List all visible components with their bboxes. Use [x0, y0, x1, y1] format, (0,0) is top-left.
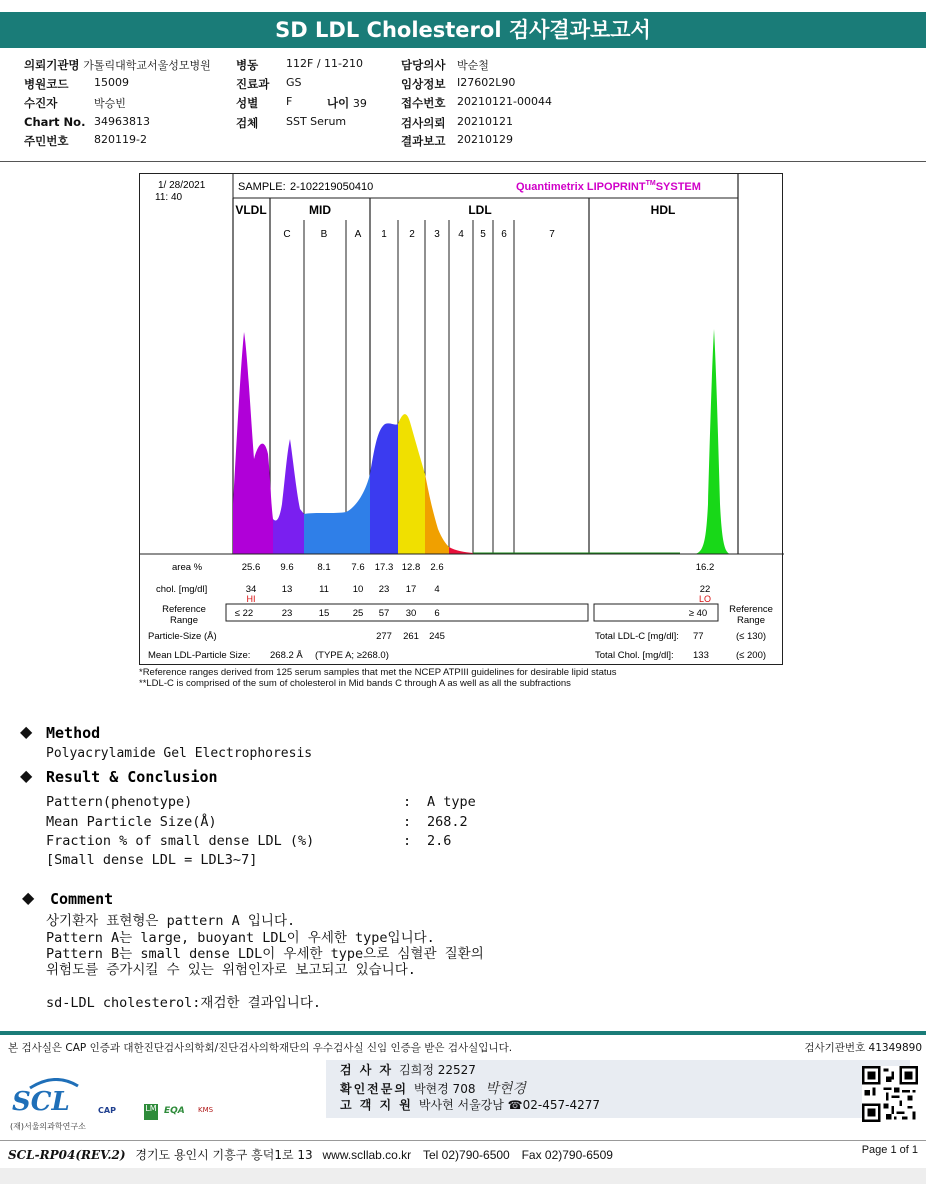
ldl2-peak	[398, 414, 425, 554]
kms-logo-icon: KMS	[198, 1106, 214, 1114]
group-label-vldl: VLDL	[235, 203, 267, 217]
ref-label-2: Range	[170, 615, 198, 626]
chol-value: 17	[405, 584, 417, 595]
total-chol-range: (≤ 200)	[736, 650, 767, 661]
page-number: Page 1 of 1	[861, 1144, 918, 1156]
bottom-divider	[0, 1140, 926, 1141]
total-ldl-label: Total LDL-C [mg/dl]:	[595, 631, 679, 642]
info-resident-no: 주민번호 820119-2	[24, 133, 147, 148]
particle-size-value: 261	[403, 631, 419, 642]
result-value: 2.6	[427, 833, 452, 849]
signature-image: 박현경	[485, 1081, 526, 1097]
chart-date: 1/ 28/2021	[158, 180, 206, 191]
area-values	[242, 562, 715, 573]
method-title: Method	[46, 724, 101, 742]
mid-c-peak	[273, 439, 304, 554]
area-value: 16.2	[695, 562, 715, 573]
info-chart-no: Chart No. 34963813	[24, 115, 150, 129]
footnote-2: **LDL-C is comprised of the sum of cholesterol in Mid bands C through A as well as all the subfractions	[139, 678, 571, 689]
diamond-bullet-icon: ◆	[20, 766, 33, 785]
ref-right-1: Reference	[729, 604, 773, 615]
cert-statement: 본 검사실은 CAP 인증과 대한진단검사의학회/진단검사의학재단의 우수검사실 신임 인증을 받은 검사실입니다.	[8, 1042, 513, 1054]
telephone: Tel 02)790-6500	[423, 1148, 510, 1162]
info-ward: 병동 112F / 11-210	[236, 57, 363, 72]
ldl3-peak	[425, 474, 449, 554]
ref-value: 57	[378, 608, 390, 619]
bottom-strip	[0, 1168, 926, 1184]
chol-label: chol. [mg/dl]	[156, 584, 208, 595]
footer-bar	[0, 1031, 926, 1035]
chart-time: 11: 40	[155, 192, 183, 203]
densitometry-trace	[233, 329, 730, 554]
info-age: 나이 39	[327, 96, 367, 110]
ref-right-2: Range	[737, 615, 765, 626]
flag-lo: LO	[698, 594, 712, 604]
comment-line: Pattern A는 large, buoyant LDL이 우세한 type입니다.	[46, 930, 435, 946]
scl-logo-icon	[10, 1078, 80, 1118]
confirm-row: 확인전문의 박현경 708 박현경	[340, 1081, 526, 1097]
total-chol-label: Total Chol. [mg/dl]:	[595, 650, 674, 661]
particle-size-values	[376, 631, 445, 642]
cert-logos	[98, 1104, 220, 1126]
result-label: Mean Particle Size(Å)	[46, 814, 217, 830]
comment-line: 상기환자 표현형은 pattern A 입니다.	[46, 913, 296, 929]
group-label-hdl: HDL	[650, 203, 676, 217]
report-title: SD LDL Cholesterol 검사결과보고서	[0, 12, 926, 48]
band-label: 1	[381, 229, 387, 240]
total-ldl-value: 77	[693, 631, 704, 642]
diamond-bullet-icon: ◆	[20, 722, 33, 741]
band-label: B	[320, 229, 328, 240]
result-label: Fraction % of small dense LDL (%)	[46, 833, 315, 849]
info-department: 진료과 GS	[236, 76, 302, 91]
info-clinical: 임상정보 I27602L90	[401, 76, 516, 91]
fax: Fax 02)790-6509	[521, 1148, 613, 1162]
result-title: Result & Conclusion	[46, 768, 218, 786]
qr-code-icon	[862, 1066, 918, 1122]
area-value: 2.6	[430, 562, 444, 573]
band-label: 4	[458, 229, 464, 240]
band-label: 3	[434, 229, 440, 240]
result-sep: :	[403, 814, 412, 830]
particle-size-value: 245	[429, 631, 445, 642]
result-sep: :	[403, 833, 412, 849]
mean-size-label: Mean LDL-Particle Size:	[148, 650, 251, 661]
address: 경기도 용인시 기흥구 흥덕1로 13	[135, 1148, 313, 1162]
ref-value: ≥ 40	[688, 608, 708, 619]
result-value: A type	[427, 794, 476, 810]
band-label: A	[354, 229, 362, 240]
org-number: 검사기관번호 41349890	[804, 1042, 922, 1054]
lipoprint-chart	[139, 173, 783, 665]
lipoprint-svg	[140, 174, 784, 666]
area-value: 9.6	[280, 562, 294, 573]
particle-size-label: Particle-Size (Å)	[148, 631, 217, 642]
band-label: 5	[480, 229, 486, 240]
info-patient-name: 수진자 박승빈	[24, 96, 126, 110]
chol-value: 23	[378, 584, 390, 595]
chol-value: 22	[699, 584, 711, 595]
info-hospital-code: 병원코드 15009	[24, 76, 129, 91]
mean-size-value: 268.2 Å	[270, 650, 303, 661]
chol-value: 34	[245, 584, 257, 595]
band-label: 2	[409, 229, 415, 240]
area-value: 7.6	[351, 562, 365, 573]
info-physician: 담당의사 박순철	[401, 58, 489, 72]
info-report-date: 결과보고 20210129	[401, 133, 513, 148]
brand-name: Quantimetrix LIPOPRINT™SYSTEM	[516, 180, 701, 193]
ref-value: 23	[281, 608, 293, 619]
comment-line: Pattern B는 small dense LDL이 우세한 type으로 심혈관 질환의	[46, 946, 484, 962]
info-sex: 성별 F	[236, 95, 293, 110]
info-specimen: 검체 SST Serum	[236, 115, 347, 130]
eqa-logo-icon: EQA	[164, 1106, 185, 1116]
band-label: 7	[549, 229, 555, 240]
flag-hi: HI	[246, 594, 256, 604]
mid-b-peak	[304, 512, 346, 554]
comment-line: sd-LDL cholesterol:재검한 결과입니다.	[46, 995, 322, 1011]
info-receipt-no: 접수번호 20210121-00044	[401, 95, 552, 110]
footnote-1: *Reference ranges derived from 125 serum samples that met the NCEP ATPIII guidelines for desirable lipid status	[139, 667, 617, 678]
area-value: 17.3	[374, 562, 394, 573]
ref-values	[235, 608, 707, 619]
tester-row: 검 사 자 김희정 22527	[340, 1063, 476, 1077]
method-text: Polyacrylamide Gel Electrophoresis	[46, 746, 313, 761]
ldl1-peak	[370, 423, 398, 554]
ref-value: ≤ 22	[234, 608, 254, 619]
form-id: SCL-RP04(REV.2)	[8, 1148, 126, 1162]
group-label-mid: MID	[309, 203, 331, 217]
total-ldl-range: (≤ 130)	[736, 631, 767, 642]
area-value: 25.6	[241, 562, 261, 573]
result-label: Pattern(phenotype)	[46, 794, 193, 810]
diamond-bullet-icon: ◆	[22, 888, 35, 907]
ref-value: 6	[434, 608, 440, 619]
divider	[0, 161, 926, 162]
result-note: [Small dense LDL = LDL3~7]	[46, 852, 258, 868]
sample-label: SAMPLE:	[238, 181, 286, 193]
info-request-date: 검사의뢰 20210121	[401, 115, 513, 130]
info-institution: 의뢰기관명 가톨릭대학교서울성모병원	[24, 58, 211, 72]
band-label: 6	[501, 229, 507, 240]
comment-title: Comment	[50, 890, 114, 908]
ldl4-peak	[449, 547, 473, 554]
area-value: 8.1	[317, 562, 331, 573]
lm-logo-icon: LM	[144, 1104, 158, 1120]
svg-text:SCL: SCL	[12, 1087, 70, 1117]
website: www.scllab.co.kr	[322, 1148, 412, 1162]
scl-logo	[10, 1078, 86, 1132]
support-row: 고 객 지 원 박사현 서울강남 ☎02-457-4277	[340, 1098, 601, 1112]
total-chol-value: 133	[693, 650, 709, 661]
vldl-peak	[233, 332, 273, 554]
chol-value: 10	[352, 584, 364, 595]
result-value: 268.2	[427, 814, 468, 830]
chol-value: 4	[434, 584, 440, 595]
group-label-ldl: LDL	[468, 203, 492, 217]
band-label: C	[283, 229, 291, 240]
hdl-peak	[695, 329, 730, 554]
area-label: area %	[172, 562, 203, 573]
ref-value: 25	[352, 608, 364, 619]
footer-address-line	[8, 1146, 613, 1163]
ref-value: 15	[318, 608, 330, 619]
ref-label-1: Reference	[162, 604, 206, 615]
chol-value: 11	[319, 584, 329, 595]
particle-size-value: 277	[376, 631, 392, 642]
cap-logo-icon: CAP	[98, 1106, 116, 1115]
area-value: 12.8	[401, 562, 421, 573]
scl-subtitle: (재)서울의과학연구소	[10, 1122, 86, 1131]
ref-value: 30	[405, 608, 417, 619]
chol-value: 13	[281, 584, 293, 595]
comment-line: 위험도를 증가시킬 수 있는 위험인자로 보고되고 있습니다.	[46, 962, 416, 978]
sample-id: 2-102219050410	[290, 181, 374, 193]
chol-values	[246, 584, 711, 595]
mean-size-type: (TYPE A; ≥268.0)	[315, 650, 389, 661]
result-sep: :	[403, 794, 412, 810]
mid-a-peak	[346, 474, 370, 554]
